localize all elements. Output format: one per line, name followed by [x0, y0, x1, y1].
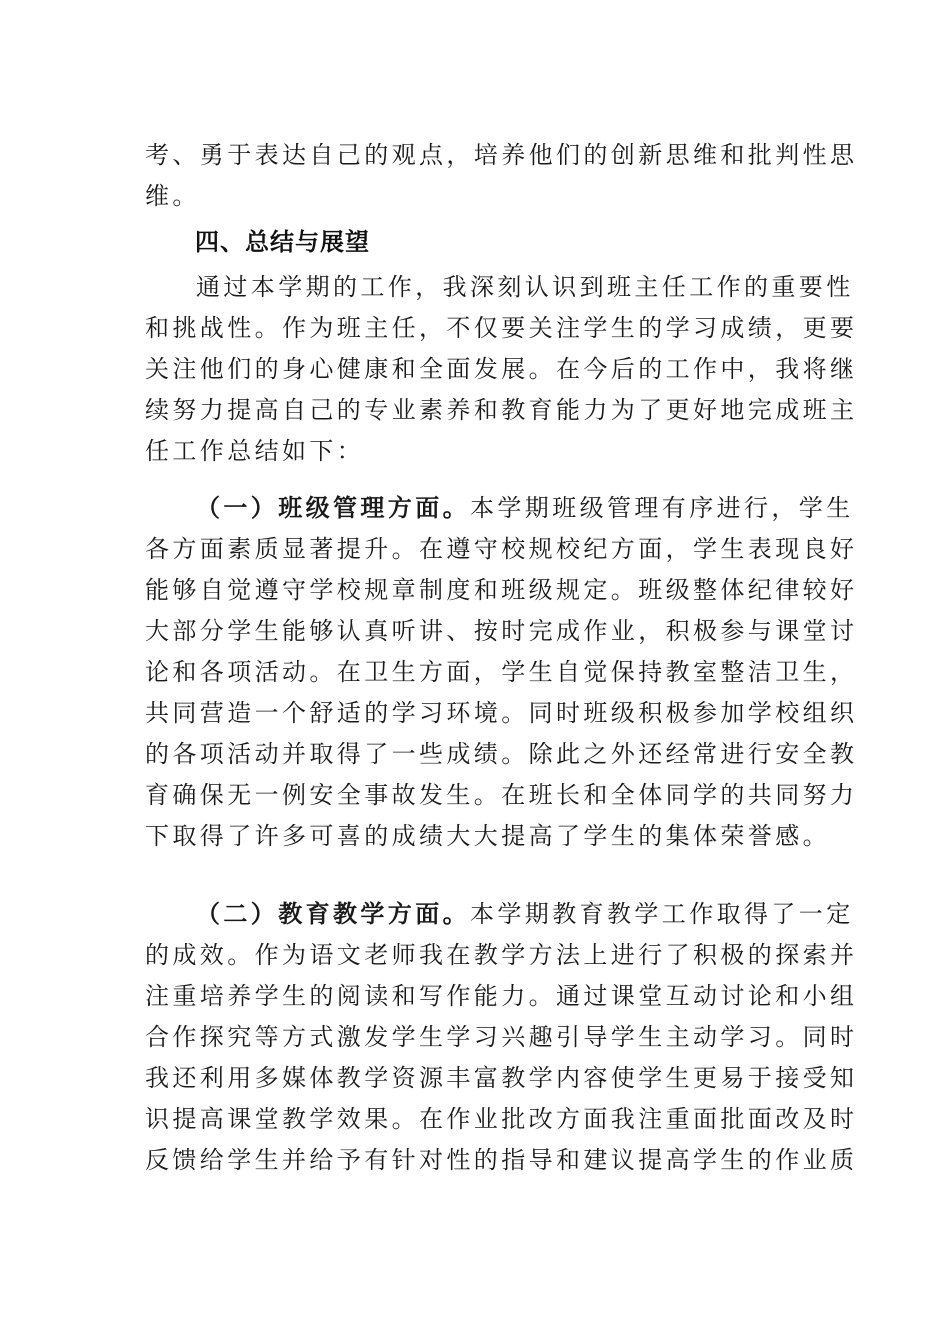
- text-line: 维。: [145, 182, 200, 210]
- item1-line: 下取得了许多可喜的成绩大大提高了学生的集体荣誉感。: [145, 822, 830, 850]
- item1-first-line-text: 本学期班级管理有序进行，学生: [470, 494, 854, 522]
- item2-line: 我还利用多媒体教学资源丰富教学内容使学生更易于接受知: [145, 1064, 858, 1092]
- item2-line: 识提高课堂教学效果。在作业批改方面我注重面批面改及时: [145, 1105, 858, 1133]
- summary-paragraph-line: 关注他们的身心健康和全面发展。在今后的工作中，我将继: [145, 355, 858, 383]
- item2-line: 注重培养学生的阅读和写作能力。通过课堂互动讨论和小组: [145, 982, 858, 1010]
- item2-first-line: [196, 899, 861, 929]
- summary-paragraph-line: 任工作总结如下：: [145, 437, 365, 465]
- item1-title: （一）班级管理方面。: [196, 494, 470, 522]
- section-heading: 四、总结与展望: [195, 228, 370, 256]
- item1-line: 各方面素质显著提升。在遵守校规校纪方面，学生表现良好: [145, 535, 858, 563]
- item2-line: 的成效。作为语文老师我在教学方法上进行了积极的探索并: [145, 941, 858, 969]
- summary-paragraph-line: 续努力提高自己的专业素养和教育能力为了更好地完成班主: [145, 396, 858, 424]
- item1-line: 育确保无一例安全事故发生。在班长和全体同学的共同努力: [145, 781, 858, 809]
- item1-line: 大部分学生能够认真听讲、按时完成作业，积极参与课堂讨: [145, 617, 858, 645]
- item1-first-line: [196, 493, 861, 523]
- item2-line: 合作探究等方式激发学生学习兴趣引导学生主动学习。同时: [145, 1023, 858, 1051]
- summary-paragraph-line: 和挑战性。作为班主任，不仅要关注学生的学习成绩，更要: [145, 314, 858, 342]
- item1-line: 能够自觉遵守学校规章制度和班级规定。班级整体纪律较好: [145, 576, 858, 604]
- item1-line: 论和各项活动。在卫生方面，学生自觉保持教室整洁卫生，: [145, 658, 858, 686]
- item2-line: 反馈给学生并给予有针对性的指导和建议提高学生的作业质: [145, 1146, 858, 1174]
- item2-first-line-text: 本学期教育教学工作取得了一定: [470, 900, 854, 928]
- item1-line: 共同营造一个舒适的学习环境。同时班级积极参加学校组织: [145, 699, 858, 727]
- item2-title: （二）教育教学方面。: [196, 900, 470, 928]
- item1-line: 的各项活动并取得了一些成绩。除此之外还经常进行安全教: [145, 740, 858, 768]
- text-line: 考、勇于表达自己的观点，培养他们的创新思维和批判性思: [145, 141, 858, 169]
- summary-paragraph-line: 通过本学期的工作，我深刻认识到班主任工作的重要性: [196, 273, 854, 301]
